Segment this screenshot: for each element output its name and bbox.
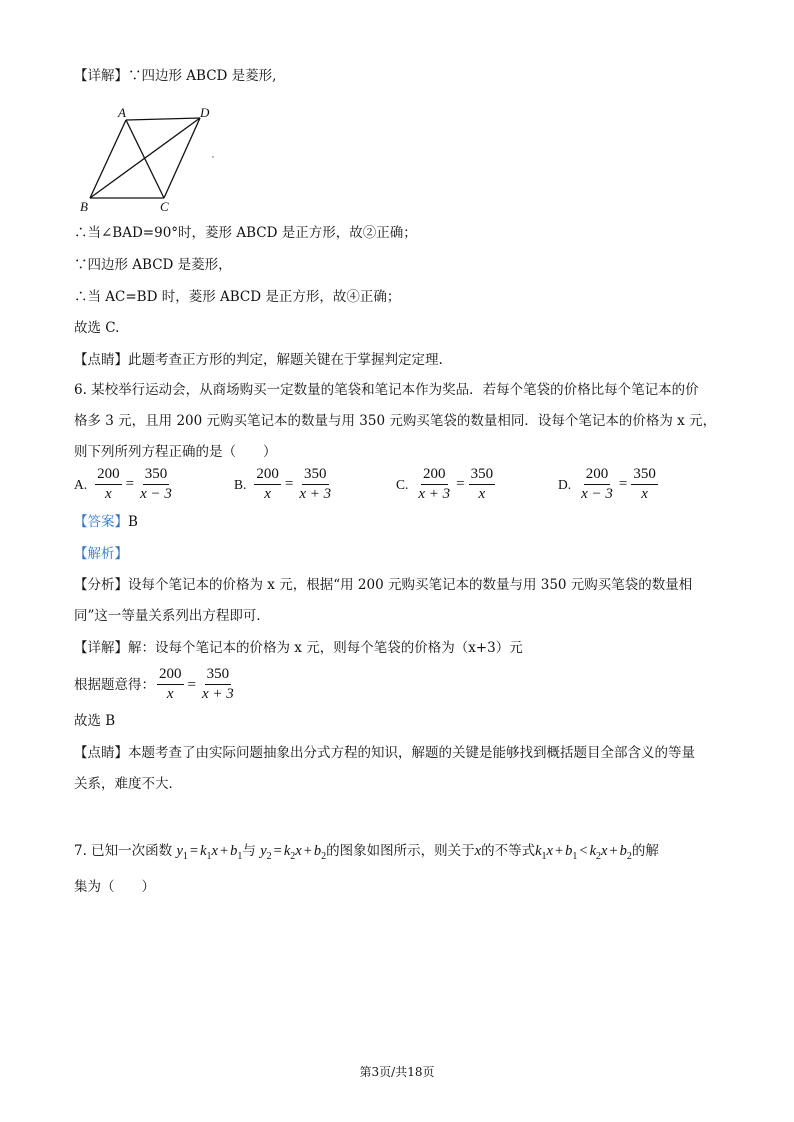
fraction-left: $\frac{200}{x + 3}$ [418,466,451,502]
option-label: B. [234,476,247,492]
fraction-right: $\frac{350}{x}$ [633,466,656,502]
vertex-a-label: A [118,105,126,120]
analysis-text: 设每个笔记本的价格为 x 元，根据“用 200 元购买笔记本的数量与用 350 元购买笔袋的数量相 [128,577,693,593]
function-y2: $y_2 = k_2x + b_2$ [260,843,327,862]
detail-line-3: ∵四边形 ABCD 是菱形， [74,257,232,273]
option-c[interactable]: C. $\frac{200}{x + 3}$ = $\frac{350}{x}$ [396,466,494,502]
function-y1: $y_1 = k_1x + b_1$ [176,843,243,862]
question-7-mid: 的图象如图所示，则关于 [326,843,475,859]
fraction-left: $\frac{200}{x}$ [256,466,279,502]
option-d[interactable]: D. $\frac{200}{x - 3}$ = $\frac{350}{x}$ [558,466,656,502]
equation-intro: 根据题意得： [74,676,155,693]
fraction-right: $\frac{350}{x + 3}$ [299,466,332,502]
detail-line-5: 故选 C. [74,320,120,336]
question-6-line-3: 则下列所列方程正确的是（ ） [74,444,277,460]
option-b[interactable]: B. $\frac{200}{x}$ = $\frac{350}{x + 3}$ [234,466,332,502]
analysis-line-2: 同”这一等量关系列出方程即可． [74,608,270,624]
analysis-tag-fenxi: 【分析】 [74,577,128,593]
comment-2-line-2: 关系，难度不大． [74,776,182,792]
connector-and: 与 [242,843,256,859]
comment-text: 此题考查正方形的判定，解题关键在于掌握判定定理. [128,352,443,368]
diagonal-bd [90,118,200,198]
solution-line [74,638,523,658]
answer-text: B [128,514,138,530]
page-footer: 第3页/共18页 [359,1065,435,1079]
equation-fraction-left: $\frac{200}{x}$ [159,666,182,702]
fraction-right: $\frac{350}{x - 3}$ [140,466,172,502]
fraction-right: $\frac{350}{x}$ [470,466,494,502]
side-cd [164,118,200,198]
question-7-mid-2: 的不等式 [481,843,536,859]
comment-2-line-1 [74,743,695,763]
detail-line-1 [74,66,276,86]
question-7-line-1 [74,841,659,867]
question-7-line-2: 集为（ ） [74,879,155,895]
comment-2-tag: 【点睛】 [74,745,128,761]
vertex-b-label: B [80,199,88,214]
question-6-line-2: 格多 3 元，且用 200 元购买笔记本的数量与用 350 元购买笔袋的数量相同．设每个笔记本的价格为 x 元， [74,413,717,429]
option-a[interactable]: A. $\frac{200}{x}$ = $\frac{350}{x - 3}$ [74,466,172,502]
option-label: C. [396,476,409,492]
equation-line: 根据题意得： $\frac{200}{x}$ = $\frac{350}{x + 3}$ [74,666,234,702]
comment-2-text: 本题考查了由实际问题抽象出分式方程的知识，解题的关键是能够找到概括题目全部含义的等量 [128,745,695,761]
vertex-d-label: D [200,105,210,120]
inequality: $k_1x + b_1 < k_2x + b_2$ [535,843,632,862]
comment-tag: 【点睛】 [74,352,128,368]
answer-line [74,512,138,532]
option-label: A. [74,476,88,492]
solution-text: 解：设每个笔记本的价格为 x 元，则每个笔袋的价格为（x+3）元 [128,640,523,656]
variable-x: x [474,843,482,859]
analysis-tag: 【解析】 [74,546,128,562]
side-da [126,118,200,120]
question-7-intro: 7. 已知一次函数 [74,843,173,859]
option-label: D. [558,476,572,492]
fraction-left: $\frac{200}{x}$ [97,466,120,502]
fraction-left: $\frac{200}{x - 3}$ [581,466,613,502]
analysis-line-1 [74,575,692,595]
side-ab [90,120,126,198]
detail-line-4: ∴当 AC=BD 时，菱形 ABCD 是正方形，故④正确； [74,289,401,305]
vertex-c-label: C [160,199,169,214]
detail-tag: 【详解】 [74,68,128,84]
equation-fraction-right: $\frac{350}{x + 3}$ [201,666,234,702]
choice-line: 故选 B [74,713,116,729]
rhombus-figure [76,104,236,214]
question-7-end: 的解 [631,843,659,859]
answer-tag: 【答案】 [74,514,128,530]
comment-line [74,350,443,370]
detail-text: ∵四边形 ABCD 是菱形, [128,68,277,84]
diagonal-ac [126,120,164,198]
question-6-line-1: 6. 某校举行运动会，从商场购买一定数量的笔袋和笔记本作为奖品．若每个笔袋的价格比每个笔记本的价 [74,382,699,398]
solution-tag: 【详解】 [74,640,128,656]
detail-line-2: ∴当∠BAD=90°时，菱形 ABCD 是正方形，故②正确； [74,225,417,241]
